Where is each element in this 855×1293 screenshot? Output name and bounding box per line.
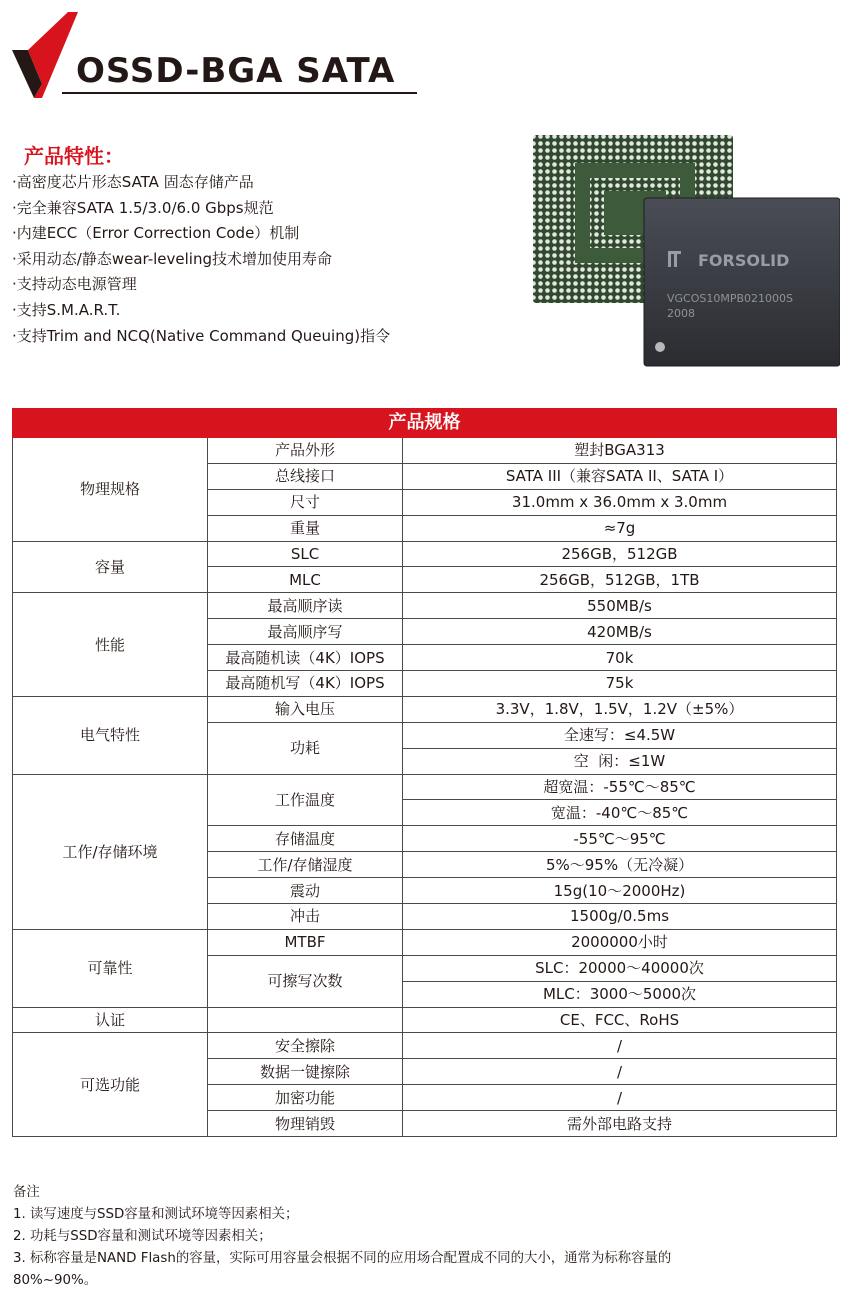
row-value: / bbox=[403, 1033, 837, 1059]
group-label: 电气特性 bbox=[13, 696, 208, 774]
row-label: 工作/存储湿度 bbox=[208, 852, 403, 878]
row-value: 70k bbox=[403, 645, 837, 671]
row-label: 加密功能 bbox=[208, 1085, 403, 1111]
row-value: 空 闲：≤1W bbox=[403, 748, 837, 774]
group-label: 可选功能 bbox=[13, 1033, 208, 1137]
brand-logo-icon bbox=[12, 12, 78, 98]
row-label: 工作温度 bbox=[208, 774, 403, 826]
row-label: 震动 bbox=[208, 878, 403, 904]
row-value: 3.3V，1.8V，1.5V，1.2V（±5%） bbox=[403, 696, 837, 722]
row-label: 最高随机写（4K）IOPS bbox=[208, 671, 403, 697]
row-label: 可擦写次数 bbox=[208, 955, 403, 1007]
row-value: 超宽温：-55℃～85℃ bbox=[403, 774, 837, 800]
feature-item: ·支持S.M.A.R.T. bbox=[12, 300, 121, 319]
row-label: MLC bbox=[208, 567, 403, 593]
row-label: 最高随机读（4K）IOPS bbox=[208, 645, 403, 671]
row-label: 重量 bbox=[208, 515, 403, 541]
row-value: SLC：20000～40000次 bbox=[403, 955, 837, 981]
row-label: 数据一键擦除 bbox=[208, 1059, 403, 1085]
chip-date: 2008 bbox=[667, 307, 695, 320]
features-list bbox=[12, 170, 390, 349]
row-label: 尺寸 bbox=[208, 489, 403, 515]
page-title: OSSD-BGA SATA bbox=[76, 51, 396, 91]
row-label: 产品外形 bbox=[208, 438, 403, 464]
notes-title: 备注 bbox=[13, 1185, 40, 1200]
row-label: 输入电压 bbox=[208, 696, 403, 722]
row-value: 宽温：-40℃～85℃ bbox=[403, 800, 837, 826]
row-value: ≈7g bbox=[403, 515, 837, 541]
feature-item: ·内建ECC（Error Correction Code）机制 bbox=[12, 224, 300, 243]
note-item: 1. 读写速度与SSD容量和测试环境等因素相关； bbox=[13, 1207, 299, 1222]
group-label: 认证 bbox=[13, 1007, 208, 1033]
group-label: 性能 bbox=[13, 593, 208, 697]
notes-section bbox=[13, 1182, 671, 1292]
group-label: 工作/存储环境 bbox=[13, 774, 208, 929]
table-row bbox=[13, 774, 837, 800]
table-row bbox=[13, 593, 837, 619]
row-label: 安全擦除 bbox=[208, 1033, 403, 1059]
spec-table bbox=[12, 408, 837, 1137]
feature-item: ·完全兼容SATA 1.5/3.0/6.0 Gbps规范 bbox=[12, 198, 274, 217]
row-value: 需外部电路支持 bbox=[403, 1111, 837, 1137]
feature-item: ·高密度芯片形态SATA 固态存储产品 bbox=[12, 173, 254, 191]
row-label: MTBF bbox=[208, 929, 403, 955]
row-value: 2000000小时 bbox=[403, 929, 837, 955]
group-label: 容量 bbox=[13, 541, 208, 593]
row-label: 最高顺序读 bbox=[208, 593, 403, 619]
note-item: 3. 标称容量是NAND Flash的容量，实际可用容量会根据不同的应用场合配置成不同的大小，通常为标称容量的 bbox=[13, 1251, 672, 1266]
row-value: 5%～95%（无冷凝） bbox=[403, 852, 837, 878]
row-value: 1500g/0.5ms bbox=[403, 904, 837, 930]
table-row bbox=[13, 1033, 837, 1059]
row-value: 256GB，512GB bbox=[403, 541, 837, 567]
spec-heading: 产品规格 bbox=[13, 409, 837, 438]
row-label: SLC bbox=[208, 541, 403, 567]
row-value: -55℃～95℃ bbox=[403, 826, 837, 852]
row-label bbox=[208, 1007, 403, 1033]
row-label: 冲击 bbox=[208, 904, 403, 930]
row-value: / bbox=[403, 1085, 837, 1111]
row-value: 31.0mm x 36.0mm x 3.0mm bbox=[403, 489, 837, 515]
product-chip-image bbox=[530, 133, 840, 368]
chip-brand: FORSOLID bbox=[698, 251, 790, 270]
row-value: 75k bbox=[403, 671, 837, 697]
pin1-marker bbox=[655, 342, 665, 352]
table-row bbox=[13, 438, 837, 464]
table-header-row bbox=[13, 409, 837, 438]
group-label: 物理规格 bbox=[13, 438, 208, 542]
row-value: 420MB/s bbox=[403, 619, 837, 645]
table-row bbox=[13, 696, 837, 722]
row-label: 功耗 bbox=[208, 722, 403, 774]
row-label: 最高顺序写 bbox=[208, 619, 403, 645]
title-underline bbox=[62, 92, 417, 94]
row-value: 塑封BGA313 bbox=[403, 438, 837, 464]
table-row bbox=[13, 541, 837, 567]
row-value: MLC：3000～5000次 bbox=[403, 981, 837, 1007]
row-value: SATA III（兼容SATA II、SATA I） bbox=[403, 463, 837, 489]
row-value: 15g(10～2000Hz) bbox=[403, 878, 837, 904]
features-heading: 产品特性： bbox=[24, 144, 124, 168]
row-label: 总线接口 bbox=[208, 463, 403, 489]
chip-package bbox=[644, 198, 840, 366]
row-value: 550MB/s bbox=[403, 593, 837, 619]
row-label: 物理销毁 bbox=[208, 1111, 403, 1137]
feature-item: ·支持动态电源管理 bbox=[12, 275, 137, 294]
row-label: 存储温度 bbox=[208, 826, 403, 852]
feature-item: ·支持Trim and NCQ(Native Command Queuing)指令 bbox=[12, 326, 391, 345]
note-item: 80%~90%。 bbox=[13, 1273, 98, 1288]
row-value: CE、FCC、RoHS bbox=[403, 1007, 837, 1033]
note-item: 2. 功耗与SSD容量和测试环境等因素相关； bbox=[13, 1229, 272, 1244]
row-value: 全速写：≤4.5W bbox=[403, 722, 837, 748]
feature-item: ·采用动态/静态wear-leveling技术增加使用寿命 bbox=[12, 249, 332, 268]
row-value: / bbox=[403, 1059, 837, 1085]
group-label: 可靠性 bbox=[13, 929, 208, 1007]
table-row bbox=[13, 1007, 837, 1033]
row-value: 256GB，512GB，1TB bbox=[403, 567, 837, 593]
table-row bbox=[13, 929, 837, 955]
chip-model: VGCOS10MPB021000S bbox=[667, 292, 794, 305]
